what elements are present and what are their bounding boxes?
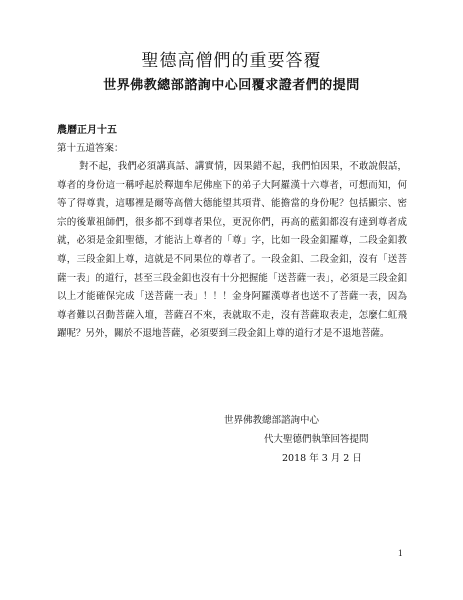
signature-organization: 世界佛教總部諮詢中心 [224, 415, 320, 426]
answer-body [57, 158, 407, 344]
signature-representative: 代大聖德們執筆回答提問 [264, 434, 369, 445]
signature-date: 2018 年 3 月 2 日 [282, 453, 362, 464]
page-subtitle: 世界佛教總部諮詢中心回覆求證者們的提問 [103, 78, 360, 93]
date-heading: 農曆正月十五 [57, 125, 117, 136]
answer-text: 對不起，我們必須講真話、講實情，因果錯不起，我們怕因果，不敢說假話，尊者的身份這一稱呼起於釋迦牟尼佛座下的弟子大阿羅漢十六尊者，可想而知，何等了得尊貴，這哪裡是爾等高僧大德能望其項背、能擔當的身份呢？包括顯宗、密宗的後輩祖師們，很多都不到尊者果位，更況你們，再高的藍釦都沒有達到尊者成就，必須是金釦聖德，才能沾上尊者的「尊」字，比如一段金釦羅尊，二段金釦教尊，三段金釦上尊，這就是不同果位的尊者了。一段金釦、二段金釦，沒有「送菩薩一表」的道行，甚至三段金釦也沒有十分把握能「送菩薩一表」，必須是三段金釦以上才能確保完成「送菩薩一表」！！！金身阿羅漢尊者也送不了菩薩一表，因為尊者難以召動菩薩入壇，菩薩召不來，表就取不走，沒有菩薩取表走，怎麼仁虹飛躍呢？另外，關於不退地菩薩，必須要到三段金釦上尊的道行才是不退地菩薩。 [57, 161, 407, 340]
answer-label: 第十五道答案： [57, 143, 124, 154]
page-number: 1 [398, 548, 403, 558]
page-title: 聖德高僧們的重要答覆 [141, 51, 322, 71]
